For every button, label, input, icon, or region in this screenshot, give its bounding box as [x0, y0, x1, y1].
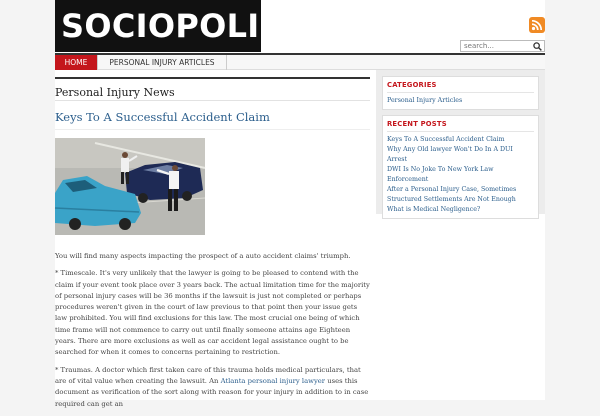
categories-widget	[382, 76, 539, 110]
search-input[interactable]	[464, 41, 530, 51]
search-box	[460, 40, 545, 52]
nav-home[interactable]: HOME	[55, 55, 97, 70]
main-content	[55, 77, 370, 408]
recent-post-link[interactable]: After a Personal Injury Case, Sometimes	[387, 186, 517, 193]
atlanta-lawyer-link[interactable]: Atlanta personal injury lawyer	[220, 376, 326, 385]
recent-post-link[interactable]: What is Medical Negligence?	[387, 206, 481, 213]
categories-heading: CATEGORIES	[387, 81, 534, 93]
post-title[interactable]: Keys To A Successful Accident Claim	[55, 110, 370, 130]
post-body	[55, 251, 370, 416]
site-logo[interactable]	[55, 0, 283, 52]
recent-post-link[interactable]: Keys To A Successful Accident Claim	[387, 136, 505, 143]
recent-post-link[interactable]: Structured Settlements Are Not Enough	[387, 196, 516, 203]
paragraph-3-text-after: uses this document as verification of the sort along with reason for your injury in addition to in case required can get an	[55, 376, 369, 408]
page	[55, 0, 545, 408]
paragraph-3-text-before: * Traumas. A doctor which first taken care of this trauma holds medical particulars, that are of vital value when creating the lawsuit. An	[55, 365, 361, 385]
sidebar	[376, 70, 545, 214]
recent-post-link[interactable]: Why Any Old lawyer Won't Do In A DUI Arrest	[387, 146, 513, 163]
post-paragraph-1: You will find many aspects impacting the prospect of a auto accident claims' triumph.	[55, 252, 351, 260]
recent-posts-widget	[382, 115, 539, 219]
post-paragraph-2: * Timescale. It's very unlikely that the lawyer is going to be pleased to contend with the claim if your event took place over 3 years back. The actual limitation time for the majority of personal injury cases will be 36 months if the lawsuit is just not completed or perhaps procedures weren't given in the court of law previous to that point then your issue gets law prohibited. You will find exclusions for this law. The most crucial one being of which time frame will not commence to carry out until finally someone attains age Eighteen years. There are more exclusions as well as car accident legal assistance ought to be searched for when it comes to concerns pertaining to restriction.	[55, 269, 370, 357]
logo-text: SOCIOPOLIS	[61, 7, 283, 45]
category-title: Personal Injury News	[55, 77, 370, 101]
nav-personal-injury-articles[interactable]: PERSONAL INJURY ARTICLES	[97, 55, 227, 70]
recent-post-link[interactable]: DWI Is No Joke To New York Law Enforcement	[387, 166, 494, 183]
main-nav	[55, 53, 545, 70]
post-image	[55, 138, 205, 235]
recent-posts-heading: RECENT POSTS	[387, 120, 534, 132]
post-paragraph-3	[55, 365, 370, 410]
category-link[interactable]: Personal Injury Articles	[387, 97, 463, 104]
rss-icon[interactable]	[529, 17, 545, 33]
